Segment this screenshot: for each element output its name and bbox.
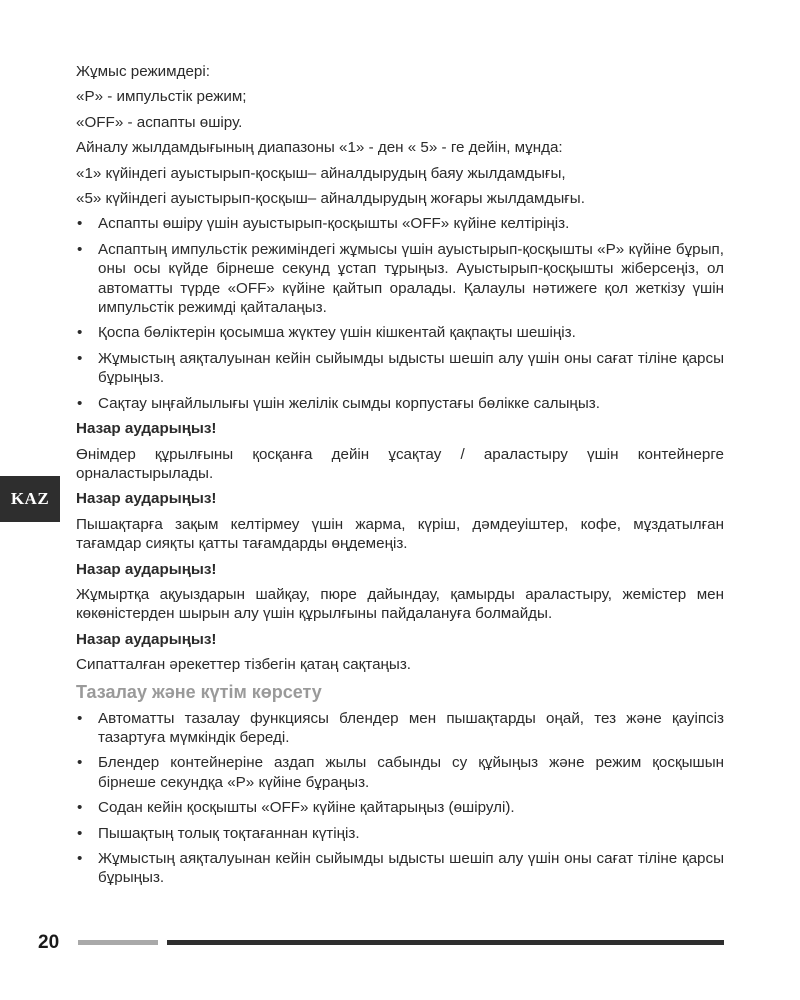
notice-text: Жұмыртқа ақуыздарын шайқау, пюре дайындау, қамырды араластыру, жемістер мен көкөністерден шырын алу үшін құрылғыны пайдалануға болмайды. — [76, 585, 724, 623]
notice-label: Назар аударыңыз! — [76, 420, 217, 438]
list-item-text: Қоспа бөліктерін қосымша жүктеу үшін кішкентай қақпақты шешіңіз. — [98, 324, 576, 342]
section-heading-cleaning: Тазалау және күтім көрсету — [76, 681, 322, 702]
list-item-text: Пышақтың толық тоқтағаннан күтіңіз. — [98, 824, 360, 842]
intro-line-speed-5: «5» күйіндегі ауыстырып-қосқыш– айналдырудың жоғары жылдамдығы. — [76, 190, 585, 208]
list-item-text: Аспапты өшіру үшін ауыстырып-қосқышты «OFF» күйіне келтіріңіз. — [98, 215, 570, 233]
operation-bullet-list — [76, 214, 724, 413]
bullet-icon: • — [77, 709, 83, 727]
page-number: 20 — [38, 932, 60, 953]
list-item — [76, 394, 724, 413]
bullet-icon: • — [77, 349, 83, 367]
list-item-text: Сақтау ыңғайлылығы үшін желілік сымды корпустағы бөлікке салыңыз. — [98, 394, 600, 412]
list-item-text: Автоматты тазалау функциясы блендер мен пышақтарды оңай, тез және қауіпсіз тазартуға мүмкіндік береді. — [98, 709, 724, 746]
notice-text: Пышақтарға зақым келтірмеу үшін жарма, күріш, дәмдеуіштер, кофе, мұздатылған тағамдар сияқты қатты тағамдарды өңдемеңіз. — [76, 515, 724, 553]
list-item — [76, 349, 724, 388]
list-item — [76, 824, 724, 843]
list-item-text: Жұмыстың аяқталуынан кейін сыйымды ыдысты шешіп алу үшін оны сағат тіліне қарсы бұрыңыз. — [98, 850, 724, 887]
bullet-icon: • — [77, 850, 83, 867]
notice-text: Өнімдер құрылғыны қосқанға дейін ұсақтау / араластыру үшін контейнерге орналастырылады. — [76, 445, 724, 482]
list-item — [76, 240, 724, 318]
bullet-icon: • — [77, 215, 83, 233]
notice-label: Назар аударыңыз! — [76, 490, 217, 508]
footer-rule-light — [78, 940, 158, 945]
bullet-icon: • — [77, 824, 83, 842]
bullet-icon: • — [77, 754, 83, 772]
list-item-text: Аспаптың импульстік режиміндегі жұмысы үшін ауыстырып-қосқышты «P» күйіне бұрып, оны осы күйде бірнеше секунд ұстап тұрыңыз. Ауыстырып-қосқышты жіберсеңіз, ол автоматты түрде «OFF» күйіне қайтып оралады. Қалаулы нәтижеге қол жеткізу үшін импульстік режимді қайталаңыз. — [98, 240, 724, 317]
intro-line-modes: Жұмыс режимдері: — [76, 63, 210, 80]
list-item-text: Содан кейін қосқышты «OFF» күйіне қайтарыңыз (өшірулі). — [98, 799, 515, 817]
language-tab: KAZ — [0, 476, 60, 522]
list-item — [76, 323, 724, 342]
list-item — [76, 849, 724, 888]
bullet-icon: • — [77, 799, 83, 817]
intro-line-off: «OFF» - аспапты өшіру. — [76, 113, 243, 131]
notice-label: Назар аударыңыз! — [76, 630, 217, 648]
bullet-icon: • — [77, 394, 83, 412]
bullet-icon: • — [77, 324, 83, 342]
footer-rule-dark — [167, 940, 724, 945]
cleaning-bullet-list — [76, 709, 724, 888]
list-item — [76, 798, 724, 817]
list-item — [76, 753, 724, 792]
notice-text: Сипатталған әрекеттер тізбегін қатаң сақтаңыз. — [76, 656, 411, 674]
list-item — [76, 214, 724, 233]
list-item-text: Блендер контейнеріне аздап жылы сабынды су құйыңыз және режим қосқышын бірнеше секундқа «P» күйіне бұраңыз. — [98, 754, 724, 791]
bullet-icon: • — [77, 240, 83, 258]
intro-line-speed-range: Айналу жылдамдығының диапазоны «1» - ден « 5» - ге дейін, мұнда: — [76, 139, 563, 157]
list-item — [76, 709, 724, 748]
list-item-text: Жұмыстың аяқталуынан кейін сыйымды ыдысты шешіп алу үшін оны сағат тіліне қарсы бұрыңыз. — [98, 349, 724, 387]
manual-page-content — [76, 62, 724, 894]
intro-line-speed-1: «1» күйіндегі ауыстырып-қосқыш– айналдырудың баяу жылдамдығы, — [76, 164, 566, 182]
notice-label: Назар аударыңыз! — [76, 560, 217, 578]
intro-line-pulse: «P» - импульстік режим; — [76, 88, 247, 106]
